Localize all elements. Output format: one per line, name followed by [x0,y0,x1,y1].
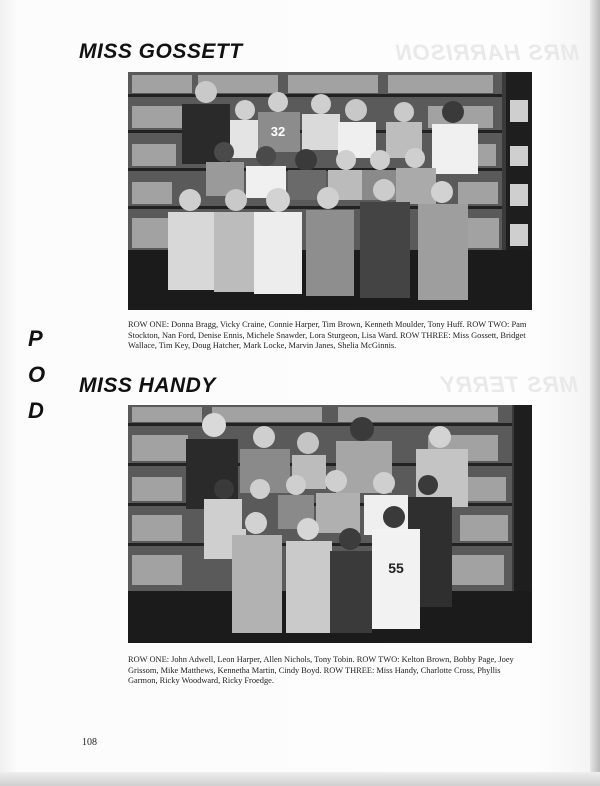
page-binding-edge [590,0,600,786]
page-bottom-edge [0,772,600,786]
jersey-number: 55 [388,560,404,576]
side-label-letter: O [28,362,46,387]
page-number: 108 [82,737,97,748]
section-title-handy: MISS HANDY [79,374,216,397]
class-photo-gossett [128,72,532,310]
class-photo-handy [128,405,532,643]
section-title-gossett: MISS GOSSETT [79,40,243,63]
caption-handy: ROW ONE: John Adwell, Leon Harper, Allen Nichols, Tony Tobin. ROW TWO: Kelton Brown, Bobby Page, Joey Grissom, Mike Matthews, Kennetha Martin, Cindy Boyd. ROW THREE: Miss Handy, Charlotte Cross, Phyllis Garmon, Ricky Woodward, Ricky Froedge. [128,655,514,686]
bleed-through-text: MRS HARRISON [395,40,580,65]
side-label-letter: D [28,398,44,423]
caption-gossett: ROW ONE: Donna Bragg, Vicky Craine, Connie Harper, Tim Brown, Kenneth Moulder, Tony Huff. ROW TWO: Pam Stockton, Nan Ford, Denise Ennis, Michele Snawder, Lora Sturgeon, Lisa Ward. ROW THREE: Miss Gossett, Bridget Wallace, Tim Key, Doug Hatcher, Mark Locke, Marvin Janes, Shelia McGinnis. [128,320,527,351]
jersey-number: 32 [270,124,286,139]
side-label-letter: P [28,326,43,351]
bleed-through-text: MRS TERRY [440,372,579,397]
